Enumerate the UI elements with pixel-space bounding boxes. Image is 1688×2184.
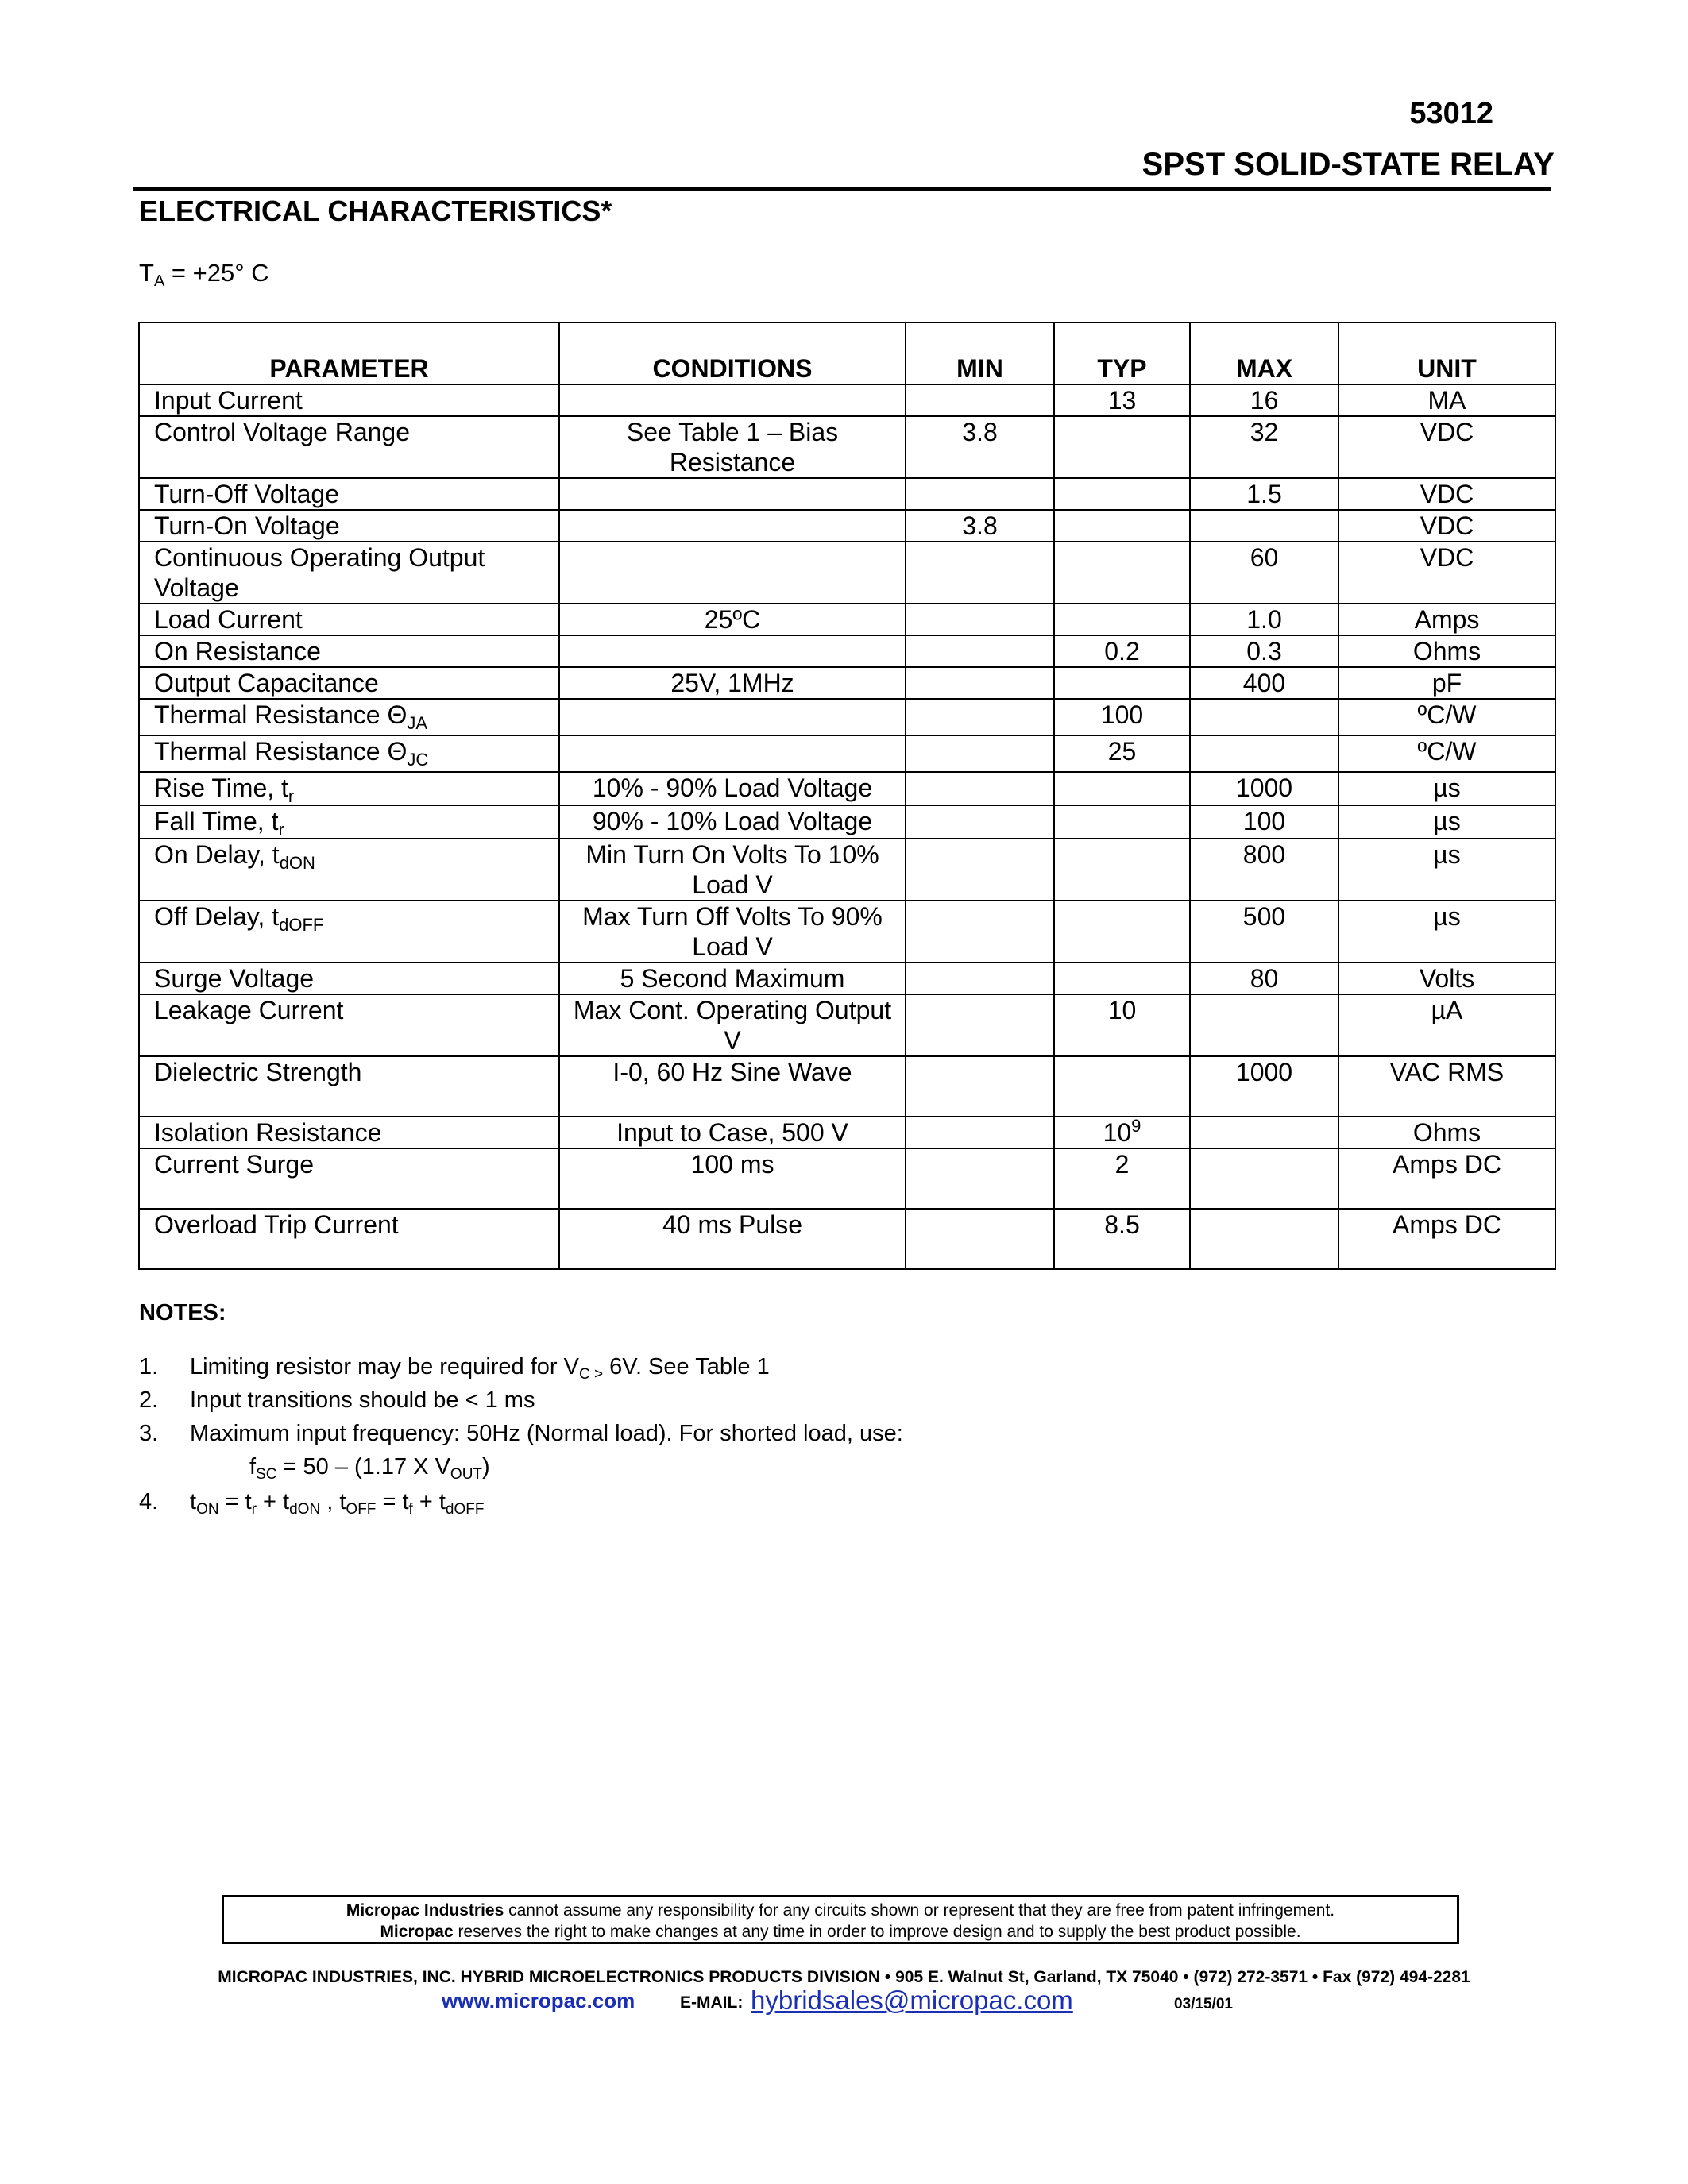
- cell-max: 32: [1190, 416, 1338, 478]
- cell-conditions: [559, 542, 906, 604]
- cell-unit: VDC: [1338, 510, 1555, 542]
- cell-unit: VDC: [1338, 478, 1555, 510]
- cell-parameter: Surge Voltage: [139, 963, 559, 994]
- cell-typ: [1054, 1056, 1190, 1117]
- cell-unit: µs: [1338, 805, 1555, 839]
- cell-typ: [1054, 839, 1190, 901]
- cell-unit: ºC/W: [1338, 735, 1555, 772]
- cell-unit: pF: [1338, 667, 1555, 699]
- cell-unit: ºC/W: [1338, 699, 1555, 735]
- note-1: 1. Limiting resistor may be required for $V_{C >}$ 6V. See Table 1: [139, 1354, 770, 1383]
- cell-unit: Ohms: [1338, 635, 1555, 667]
- cell-parameter: Continuous Operating Output Voltage: [139, 542, 559, 604]
- cell-unit: Amps DC: [1338, 1148, 1555, 1209]
- email-label: E-MAIL:: [680, 1993, 744, 2012]
- cell-min: [906, 805, 1054, 839]
- table-row: [139, 772, 1555, 805]
- header-parameter: PARAMETER: [139, 322, 559, 384]
- cell-max: [1190, 735, 1338, 772]
- table-row: [139, 1148, 1555, 1209]
- cell-conditions: [559, 735, 906, 772]
- table-row: [139, 1056, 1555, 1117]
- cell-max: 60: [1190, 542, 1338, 604]
- cell-min: [906, 994, 1054, 1056]
- cell-max: [1190, 699, 1338, 735]
- disclaimer-box: Micropac Industries cannot assume any responsibility for any circuits shown or represent that they are free from patent infringement. Micropac reserves the right to make changes at any time in order to improve design and to supply the best product possible.: [222, 1895, 1459, 1944]
- cell-unit: VDC: [1338, 416, 1555, 478]
- email-link[interactable]: hybridsales@micropac.com: [751, 1985, 1073, 2015]
- cell-min: [906, 1148, 1054, 1209]
- cell-parameter: Turn-Off Voltage: [139, 478, 559, 510]
- cell-max: 500: [1190, 901, 1338, 963]
- cell-conditions: See Table 1 – Bias Resistance: [559, 416, 906, 478]
- cell-typ: [1054, 772, 1190, 805]
- cell-conditions: 100 ms: [559, 1148, 906, 1209]
- cell-unit: µs: [1338, 772, 1555, 805]
- cell-typ: 25: [1054, 735, 1190, 772]
- cell-conditions: 25ºC: [559, 604, 906, 635]
- cell-unit: Amps DC: [1338, 1209, 1555, 1269]
- cell-typ: 8.5: [1054, 1209, 1190, 1269]
- cell-max: [1190, 1117, 1338, 1148]
- header-typ: TYP: [1054, 322, 1190, 384]
- cell-typ: $10^9$: [1054, 1117, 1190, 1148]
- note-3-formula: $f_{SC} = 50 - (1.17$ X $V_{OUT}$): [249, 1454, 490, 1483]
- cell-parameter: Dielectric Strength: [139, 1056, 559, 1117]
- table-row: [139, 416, 1555, 478]
- cell-min: [906, 901, 1054, 963]
- cell-parameter: Rise Time, $t_r$: [139, 772, 559, 805]
- table-row: [139, 1117, 1555, 1148]
- cell-typ: [1054, 963, 1190, 994]
- table-row: [139, 735, 1555, 772]
- cell-max: 1.0: [1190, 604, 1338, 635]
- cell-conditions: Input to Case, 500 V: [559, 1117, 906, 1148]
- table-row: [139, 699, 1555, 735]
- header-max: MAX: [1190, 322, 1338, 384]
- cell-conditions: Min Turn On Volts To 10% Load V: [559, 839, 906, 901]
- cell-parameter: Input Current: [139, 384, 559, 416]
- cell-min: [906, 1209, 1054, 1269]
- cell-parameter: Thermal Resistance $\Theta_{JC}$: [139, 735, 559, 772]
- cell-conditions: I-0, 60 Hz Sine Wave: [559, 1056, 906, 1117]
- cell-max: 1000: [1190, 1056, 1338, 1117]
- cell-parameter: Isolation Resistance: [139, 1117, 559, 1148]
- cell-max: [1190, 994, 1338, 1056]
- cell-max: [1190, 1148, 1338, 1209]
- table-row: [139, 667, 1555, 699]
- cell-unit: Volts: [1338, 963, 1555, 994]
- electrical-characteristics-table: [138, 322, 1556, 1270]
- cell-min: [906, 699, 1054, 735]
- cell-conditions: 40 ms Pulse: [559, 1209, 906, 1269]
- note-4: 4. $t_{ON} = t_r + t_{dON}$ , $t_{OFF} = t_f + t_{dOFF}$: [139, 1489, 485, 1518]
- cell-typ: 2: [1054, 1148, 1190, 1209]
- cell-conditions: Max Cont. Operating Output V: [559, 994, 906, 1056]
- cell-min: [906, 542, 1054, 604]
- table-row: [139, 901, 1555, 963]
- cell-typ: [1054, 510, 1190, 542]
- cell-min: [906, 635, 1054, 667]
- cell-min: [906, 772, 1054, 805]
- header-rule: [133, 187, 1551, 191]
- cell-unit: MA: [1338, 384, 1555, 416]
- cell-max: 0.3: [1190, 635, 1338, 667]
- cell-typ: [1054, 542, 1190, 604]
- cell-min: [906, 604, 1054, 635]
- cell-parameter: Current Surge: [139, 1148, 559, 1209]
- table-row: [139, 478, 1555, 510]
- cell-parameter: On Delay, $t_{dON}$: [139, 839, 559, 901]
- header-conditions: CONDITIONS: [559, 322, 906, 384]
- cell-conditions: [559, 478, 906, 510]
- document-date: 03/15/01: [1174, 1996, 1233, 2012]
- cell-parameter: On Resistance: [139, 635, 559, 667]
- cell-parameter: Load Current: [139, 604, 559, 635]
- cell-parameter: Off Delay, $t_{dOFF}$: [139, 901, 559, 963]
- table-row: [139, 384, 1555, 416]
- cell-min: [906, 839, 1054, 901]
- cell-typ: [1054, 667, 1190, 699]
- cell-typ: 100: [1054, 699, 1190, 735]
- table-row: [139, 994, 1555, 1056]
- cell-parameter: Overload Trip Current: [139, 1209, 559, 1269]
- cell-typ: 0.2: [1054, 635, 1190, 667]
- cell-conditions: [559, 699, 906, 735]
- section-title: ELECTRICAL CHARACTERISTICS*: [139, 195, 612, 227]
- cell-min: [906, 1117, 1054, 1148]
- cell-max: 80: [1190, 963, 1338, 994]
- cell-max: 16: [1190, 384, 1338, 416]
- cell-typ: [1054, 805, 1190, 839]
- table-row: [139, 542, 1555, 604]
- cell-unit: Amps: [1338, 604, 1555, 635]
- document-title: SPST SOLID-STATE RELAY: [1141, 147, 1555, 182]
- cell-typ: [1054, 604, 1190, 635]
- cell-unit: µs: [1338, 901, 1555, 963]
- cell-unit: µs: [1338, 839, 1555, 901]
- cell-min: 3.8: [906, 510, 1054, 542]
- cell-max: [1190, 1209, 1338, 1269]
- cell-conditions: Max Turn Off Volts To 90% Load V: [559, 901, 906, 963]
- company-address: MICROPAC INDUSTRIES, INC. HYBRID MICROELECTRONICS PRODUCTS DIVISION • 905 E. Walnut St, Garland, TX 75040 • (972) 272-3571 • Fax (972) 494-2281: [218, 1968, 1470, 1986]
- note-3: 3. Maximum input frequency: 50Hz (Normal load). For shorted load, use:: [139, 1421, 903, 1446]
- cell-max: 100: [1190, 805, 1338, 839]
- cell-max: 800: [1190, 839, 1338, 901]
- cell-parameter: Thermal Resistance $\Theta_{JA}$: [139, 699, 559, 735]
- cell-max: 1.5: [1190, 478, 1338, 510]
- cell-min: [906, 1056, 1054, 1117]
- table-row: [139, 510, 1555, 542]
- table-header-row: [139, 322, 1555, 384]
- cell-unit: µA: [1338, 994, 1555, 1056]
- notes-title: NOTES:: [139, 1300, 226, 1325]
- header-min: MIN: [906, 322, 1054, 384]
- cell-conditions: 10% - 90% Load Voltage: [559, 772, 906, 805]
- cell-parameter: Leakage Current: [139, 994, 559, 1056]
- cell-unit: VAC RMS: [1338, 1056, 1555, 1117]
- cell-unit: Ohms: [1338, 1117, 1555, 1148]
- table-row: [139, 805, 1555, 839]
- cell-conditions: [559, 510, 906, 542]
- cell-typ: 13: [1054, 384, 1190, 416]
- cell-min: [906, 478, 1054, 510]
- cell-min: [906, 963, 1054, 994]
- cell-min: 3.8: [906, 416, 1054, 478]
- cell-typ: [1054, 478, 1190, 510]
- cell-conditions: 90% - 10% Load Voltage: [559, 805, 906, 839]
- cell-conditions: [559, 384, 906, 416]
- ambient-temperature: $T_A = +25^\circ$ C: [139, 259, 269, 290]
- cell-parameter: Turn-On Voltage: [139, 510, 559, 542]
- table-row: [139, 604, 1555, 635]
- table-row: [139, 963, 1555, 994]
- cell-typ: [1054, 416, 1190, 478]
- cell-conditions: 25V, 1MHz: [559, 667, 906, 699]
- cell-max: [1190, 510, 1338, 542]
- cell-min: [906, 384, 1054, 416]
- header-unit: UNIT: [1338, 322, 1555, 384]
- cell-max: 400: [1190, 667, 1338, 699]
- table-row: [139, 1209, 1555, 1269]
- cell-min: [906, 667, 1054, 699]
- part-number: 53012: [1409, 97, 1493, 130]
- cell-parameter: Fall Time, $t_r$: [139, 805, 559, 839]
- cell-unit: VDC: [1338, 542, 1555, 604]
- cell-parameter: Control Voltage Range: [139, 416, 559, 478]
- cell-typ: 10: [1054, 994, 1190, 1056]
- cell-conditions: [559, 635, 906, 667]
- note-2: 2. Input transitions should be < 1 ms: [139, 1387, 535, 1413]
- cell-max: 1000: [1190, 772, 1338, 805]
- cell-min: [906, 735, 1054, 772]
- table-row: [139, 635, 1555, 667]
- table-row: [139, 839, 1555, 901]
- cell-typ: [1054, 901, 1190, 963]
- cell-conditions: 5 Second Maximum: [559, 963, 906, 994]
- website-link[interactable]: www.micropac.com: [442, 1989, 635, 2012]
- cell-parameter: Output Capacitance: [139, 667, 559, 699]
